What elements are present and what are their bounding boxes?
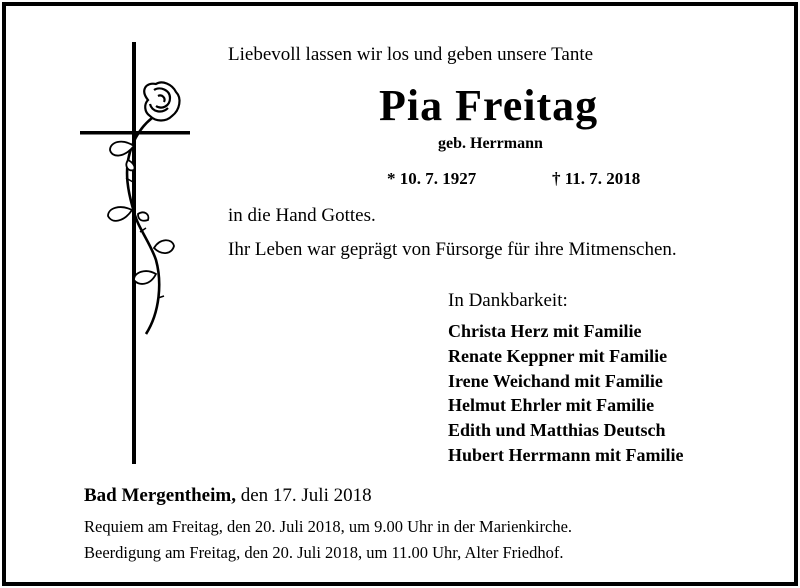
- intro-text: Liebevoll lassen wir los und geben unsere Tante: [228, 44, 594, 65]
- gratitude-label: In Dankbarkeit:: [448, 290, 568, 311]
- death-date: † 11. 7. 2018: [552, 169, 641, 188]
- birth-date: * 10. 7. 1927: [387, 169, 477, 188]
- mourner-item: Helmut Ehrler mit Familie: [448, 395, 655, 416]
- mourners-list: [448, 319, 683, 468]
- place-date-line: [84, 485, 372, 507]
- mourner-item: Christa Herz mit Familie: [448, 321, 642, 341]
- birth-name: geb. Herrmann: [438, 135, 543, 152]
- obituary-notice: [2, 2, 798, 586]
- mourner-item: Renate Keppner mit Familie: [448, 345, 668, 366]
- life-text: Ihr Leben war geprägt von Fürsorge für ihre Mitmenschen.: [228, 239, 677, 260]
- mourner-item: Edith und Matthias Deutsch: [448, 420, 666, 441]
- mourner-item: Hubert Herrmann mit Familie: [448, 444, 684, 465]
- requiem-info: Requiem am Freitag, den 20. Juli 2018, um 9.00 Uhr in der Marienkirche.: [84, 517, 573, 536]
- notice-date: den 17. Juli 2018: [235, 485, 372, 506]
- funeral-info: Beerdigung am Freitag, den 20. Juli 2018, um 11.00 Uhr, Alter Friedhof.: [84, 543, 564, 562]
- hand-of-god-text: in die Hand Gottes.: [228, 205, 376, 226]
- cross-with-rose-icon: [76, 42, 206, 472]
- mourner-item: Irene Weichand mit Familie: [448, 370, 663, 391]
- place-name: Bad Mergentheim,: [84, 485, 236, 506]
- deceased-name: Pia Freitag: [379, 81, 599, 130]
